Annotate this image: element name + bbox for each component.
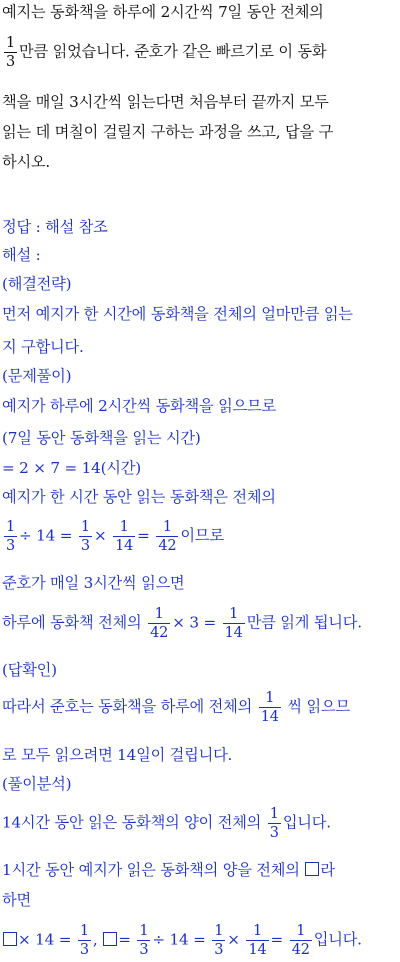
fraction: $\frac{1}{3}$	[139, 923, 149, 958]
fraction: $\frac{1}{14}$	[248, 923, 267, 958]
question-line-4: 읽는 데 며칠이 걸릴지 구하는 과정을 쓰고, 답을 구	[2, 123, 334, 141]
question-line-3: 책을 매일 3시간씩 읽는다면 처음부터 끝까지 모두	[2, 93, 329, 111]
analysis-heading: (풀이분석)	[2, 775, 72, 793]
solve-heading: (문제풀이)	[2, 367, 72, 385]
analysis-line-3: 하면	[2, 891, 31, 909]
question-line-2: $\frac{1}{3}$ 만큼 읽었습니다. 준호가 같은 빠르기로 이 동화	[6, 35, 327, 70]
solve-line-1: 예지가 하루에 2시간씩 동화책을 읽으므로	[2, 397, 276, 415]
fraction: $\frac{1}{14}$	[224, 606, 243, 641]
answer-line: 정답 : 해설 참조	[2, 218, 108, 236]
fraction: $\frac{1}{14}$	[115, 519, 134, 554]
question-line-5: 하시오.	[2, 153, 51, 171]
explain-label: 해설 :	[2, 246, 41, 264]
strategy-line-1: 먼저 예지가 한 시간에 동화책을 전체의 얼마만큼 읽는	[2, 305, 353, 323]
solve-line-5: 준호가 매일 3시간씩 읽으면	[2, 574, 185, 592]
check-line-2: 로 모두 읽으려면 14일이 걸립니다.	[2, 746, 233, 764]
fraction: $\frac{1}{3}$	[214, 923, 224, 958]
fraction: $\frac{1}{3}$	[6, 519, 16, 554]
equation-1: $\frac{1}{3}$ ÷ 14 = $\frac{1}{3}$ × $\frac{1}{14}$ = $\frac{1}{42}$ 이므로	[6, 519, 224, 554]
question-line-1: 예지는 동화책을 하루에 2시간씩 7일 동안 전체의	[2, 3, 324, 21]
solve-line-4: 예지가 한 시간 동안 읽는 동화책은 전체의	[2, 488, 276, 506]
solve-line-3: = 2 × 7 = 14(시간)	[2, 459, 141, 477]
strategy-heading: (해결전략)	[2, 275, 72, 293]
blank-box-icon	[103, 932, 117, 946]
fraction: $\frac{1}{3}$	[80, 519, 90, 554]
analysis-line-1: 14시간 동안 읽은 동화책의 양이 전체의 $\frac{1}{3}$ 입니다.	[2, 806, 331, 841]
equation-2: 하루에 동화책 전체의 $\frac{1}{42}$ × 3 = $\frac{1}{14}$ 만큼 읽게 됩니다.	[2, 606, 362, 641]
fraction: $\frac{1}{42}$	[291, 923, 310, 958]
fraction: $\frac{1}{3}$	[79, 923, 89, 958]
fraction: $\frac{1}{42}$	[158, 519, 177, 554]
solve-line-2: (7일 동안 동화책을 읽는 시간)	[2, 429, 201, 447]
strategy-line-2: 지 구합니다.	[2, 338, 84, 356]
fraction: $\frac{1}{42}$	[150, 606, 169, 641]
fraction: $\frac{1}{3}$	[6, 35, 16, 70]
check-line-1: 따라서 준호는 동화책을 하루에 전체의 $\frac{1}{14}$ 씩 읽으므	[2, 690, 350, 725]
fraction: $\frac{1}{14}$	[260, 690, 279, 725]
check-heading: (답확인)	[2, 661, 57, 679]
fraction: $\frac{1}{3}$	[269, 806, 279, 841]
blank-box-icon	[305, 862, 319, 876]
blank-box-icon	[3, 932, 17, 946]
analysis-line-2: 1시간 동안 예지가 읽은 동화책의 양을 전체의 라	[2, 861, 335, 879]
equation-3: × 14 = $\frac{1}{3}$ , = $\frac{1}{3}$ ÷ 14 = $\frac{1}{3}$ × $\frac{1}{14}$ = $\frac{1}{42}$ 입니다.	[2, 924, 400, 957]
